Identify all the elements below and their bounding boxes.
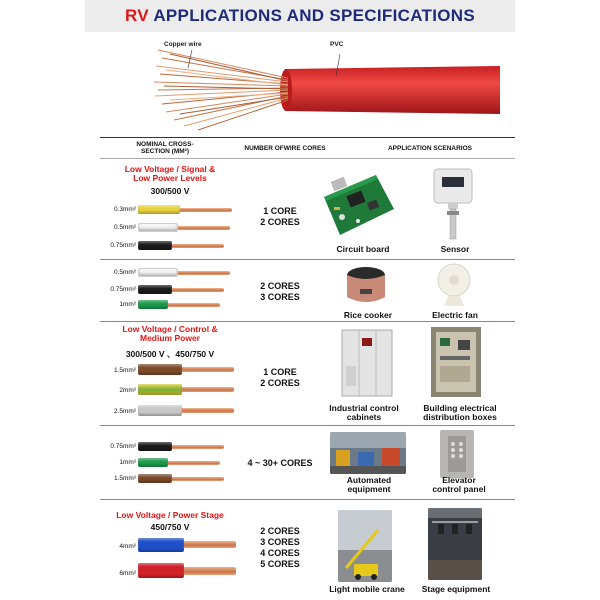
app-label: Sensor <box>440 244 470 254</box>
cores-line: 1 CORE <box>263 367 297 377</box>
wire-green <box>138 300 220 309</box>
wire-label: 1mm² <box>119 301 136 308</box>
distribution-box-image <box>430 326 482 398</box>
pvc-label: PVC <box>330 41 344 48</box>
app-label: Circuit board <box>336 244 390 254</box>
section-heading: Low Voltage / Power Stage <box>116 510 224 520</box>
app-label: Automated equipment <box>346 475 392 494</box>
wire-brown <box>138 474 224 483</box>
copper-wire-label: Copper wire <box>164 41 202 48</box>
header-application: APPLICATION SCENARIOS <box>387 145 473 152</box>
wire-black <box>138 241 224 250</box>
section-1 <box>100 159 515 260</box>
wire-label: 1.5mm² <box>113 475 136 482</box>
app-label: Elevator control panel <box>432 475 486 494</box>
wire-white <box>138 268 230 277</box>
cores-line: 3 CORES <box>260 537 300 547</box>
cores-line: 4 CORES <box>260 548 300 558</box>
cores-line: 2 CORES <box>260 378 300 388</box>
section-voltage: 450/750 V <box>150 522 190 532</box>
cores-line: 1 CORE <box>263 206 297 216</box>
section-heading: Low Voltage / Control & Medium Power <box>122 324 218 343</box>
wire-label: 6mm² <box>119 570 136 577</box>
rice-cooker-image <box>344 263 388 307</box>
app-label: Electric fan <box>432 310 478 320</box>
title-rest: APPLICATIONS AND SPECIFICATIONS <box>148 6 475 25</box>
sensor-image <box>430 167 476 243</box>
wire-label: 0.75mm² <box>110 286 136 293</box>
control-cabinet-image <box>340 326 394 398</box>
app-label: Rice cooker <box>343 310 393 320</box>
app-label: Building electrical distribution boxes <box>423 403 497 422</box>
wire-label: 1.5mm² <box>113 367 136 374</box>
section-2 <box>100 260 515 322</box>
title-bar <box>85 0 515 32</box>
section-5 <box>100 500 515 600</box>
section-heading: Low Voltage / Signal & Low Power Levels <box>124 164 216 183</box>
crane-image <box>338 510 392 582</box>
cable-image <box>100 36 520 136</box>
stage-equipment-image <box>428 508 482 580</box>
cable-illustration <box>100 36 520 136</box>
cores-line: 5 CORES <box>260 559 300 569</box>
wire-blue <box>138 540 236 549</box>
app-label: Light mobile crane <box>329 584 405 594</box>
wire-label: 0.5mm² <box>113 224 136 231</box>
title-prefix: RV <box>125 6 149 25</box>
wire-yellow-green <box>138 385 234 394</box>
wire-label: 0.75mm² <box>110 242 136 249</box>
cores-line: 2 CORES <box>260 526 300 536</box>
cores-line: 3 CORES <box>260 292 300 302</box>
wire-black <box>138 285 224 294</box>
wire-white <box>138 223 230 232</box>
electric-fan-image <box>434 262 474 308</box>
section-3 <box>100 322 515 426</box>
wire-label: 4mm² <box>119 543 136 550</box>
section-4 <box>100 426 515 500</box>
section-voltage: 300/500 V 、450/750 V <box>125 349 215 359</box>
wire-yellow <box>138 205 232 214</box>
wire-label: 0.75mm² <box>110 443 136 450</box>
wire-label: 0.5mm² <box>113 269 136 276</box>
cores-line: 4 ~ 30+ CORES <box>247 458 313 468</box>
table-header <box>100 137 515 159</box>
cores-line: 2 CORES <box>260 281 300 291</box>
circuit-board-image <box>318 167 398 243</box>
section-voltage: 300/500 V <box>150 186 190 196</box>
wire-label: 1mm² <box>119 459 136 466</box>
page-title <box>125 6 475 26</box>
header-wire-cores: NUMBER OFWIRE CORES <box>244 145 326 152</box>
wire-brown <box>138 365 234 374</box>
elevator-panel-image <box>440 430 474 478</box>
wire-grey <box>138 406 234 415</box>
wire-label: 0.3mm² <box>113 206 136 213</box>
cores-line: 2 CORES <box>260 217 300 227</box>
app-label: Industrial control cabinets <box>329 403 399 422</box>
wire-red <box>138 566 236 575</box>
header-cross-section: NOMINAL CROSS- SECTION (MM²) <box>136 141 194 155</box>
wire-black <box>138 442 224 451</box>
wire-label: 2.5mm² <box>113 408 136 415</box>
wire-green <box>138 458 220 467</box>
wire-label: 2mm² <box>119 387 136 394</box>
automated-equipment-image <box>330 432 406 474</box>
app-label: Stage equipment <box>421 584 491 594</box>
